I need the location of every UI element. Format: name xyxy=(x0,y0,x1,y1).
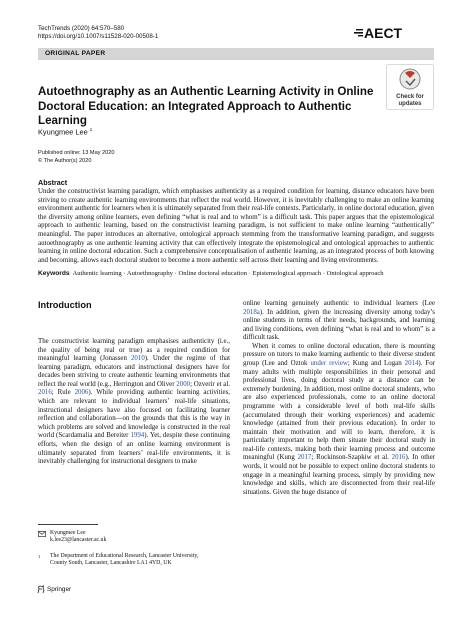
citation-link[interactable]: 2018a xyxy=(243,308,260,316)
svg-text:AECT: AECT xyxy=(364,25,403,41)
affiliation-line-2: County South, Lancaster, Lancashire LA1 4YD, UK xyxy=(50,560,172,566)
article-title: Autoethnography as an Authentic Learning Activity in Online Doctoral Education: an Integrated Approach to Authentic Learning xyxy=(38,85,374,127)
keywords-label: Keywords xyxy=(38,270,70,277)
published-date: Published online: 13 May 2020 xyxy=(38,150,115,156)
keywords xyxy=(38,270,438,278)
citation-link[interactable]: 2016 xyxy=(391,454,406,462)
springer-horse-icon xyxy=(37,585,45,594)
citation-link[interactable]: 2017 xyxy=(297,454,312,462)
doi-link[interactable]: https://doi.org/10.1007/s11528-020-00508-1 xyxy=(38,33,159,40)
copyright: © The Author(s) 2020 xyxy=(38,158,92,164)
citation-link[interactable]: under review xyxy=(310,360,348,368)
corresponding-author-email[interactable]: k.lee23@lancaster.ac.uk xyxy=(50,537,107,543)
abstract-heading: Abstract xyxy=(38,178,68,187)
paragraph: When it comes to online doctoral education, there is mounting pressure on tutors to make learning authentic to their diverse student group (Lee and Oztok under review; Kung and Logan 2014). For many adults with multiple responsibilities in their personal and professional lives, doing doctoral study at a distance can be extremely burdening. In addition, most online doctoral students, who are also experienced professionals, come to an online doctoral programme with a considerable level of both real-life skills (accumulated through their working experiences) and academic knowledge (attained from their previous education). In order to maintain their motivation and will to learn, therefore, it is particularly important to help them situate their doctoral study in real-life contexts, making both their learning process and outcome meaningful (Kung 2017; Rockinson-Szapkiw et al. 2016). In other words, it would not be possible to expect online doctoral students to engage in a meaningful learning process, simply by providing new knowledge and skills, which are disconnected from their real-life situations. Given the huge distance of xyxy=(243,342,436,496)
citation-link[interactable]: 1994 xyxy=(130,432,145,440)
aect-logo xyxy=(354,24,434,42)
citation-link[interactable]: 2014 xyxy=(404,360,419,368)
article-type-label: ORIGINAL PAPER xyxy=(45,50,106,57)
intro-right-column xyxy=(243,300,435,497)
citation-link[interactable]: 2010 xyxy=(130,355,145,363)
paragraph: The constructivist learning paradigm emphasises authenticity (i.e., the quality of being real or true) as a required condition for meaningful learning (Jonassen 2010). Under the regime of that learning paradigm, educators and instructional designers have for decades been striving to create authentic learning environments that reflect the real world (e.g., Herrington and Oliver 2000; Ozverir et al. 2016; Rule 2006). While providing authentic learning activities, which are relevant to individual learners’ real-life situations, instructional designers have also focused on facilitating learner reflection and collaboration—on the grounds that this is the way in which problems are solved and knowledge is constructed in the real world (Scardamalia and Bereiter 1994). Yet, despite these continuing efforts, when the design of an online learning environment is ultimately separated from learners’ real-life environments, it is inevitably challenging for instructional designers to make xyxy=(38,338,231,466)
section-heading-introduction: Introduction xyxy=(38,300,92,310)
keywords-list: Authentic learning · Autoethnography · Online doctoral education · Epistemological approach · Ontological approach xyxy=(72,270,384,277)
author-name[interactable]: Kyungmee Lee $^1$ xyxy=(38,127,93,137)
publisher-name: Springer xyxy=(47,586,72,593)
journal-citation: TechTrends (2020) 64:570–580 xyxy=(38,25,125,32)
svg-text:updates: updates xyxy=(398,101,422,107)
check-for-updates-badge[interactable] xyxy=(386,64,434,110)
citation-link[interactable]: 2000 xyxy=(176,380,191,388)
affiliation-line-1: The Department of Educational Research, Lancaster University, xyxy=(50,553,199,559)
corresponding-author-name: Kyungmee Lee xyxy=(50,530,86,536)
intro-left-column xyxy=(38,338,230,467)
citation-link[interactable]: 2016 xyxy=(38,389,52,397)
svg-text:Check for: Check for xyxy=(396,94,424,100)
citation-link[interactable]: 2006 xyxy=(74,389,89,397)
abstract-text: Under the constructivist learning paradigm, which emphasises authenticity as a required condition for learning, distance educators have been striving to create authentic learning environments that reflect the real world. However, it is inevitably challenging to make an online learning environment authentic for learners when it is ultimately separated from their real-life contexts. Particularly, in online doctoral education, given the diversity among online learners, even defining “what is real and to whom” is a difficult task. This paper argues that the epistemological approach to authentic learning, based on the constructivist learning paradigm, is not sufficient to make online learning “authentically” meaningful. The paper introduces an alternative, ontological approach stemming from the transformative learning paradigm, and suggests autoethnography as one authentic learning activity that can effectively integrate the epistemological and ontological approaches to authentic learning in online doctoral education. Such a comprehensive conceptualisation of authentic learning, as an integrated process of both knowing and becoming, allows each doctoral student to become a more authentic self across their learning and living environments. xyxy=(38,187,434,264)
paragraph: online learning genuinely authentic to individual learners (Lee 2018a). In addition, given the increasing diversity among today’s online students in terms of their needs, backgrounds, and learning and living conditions, even defining “what is real and to whom” is a difficult task. xyxy=(243,300,435,342)
footnote-divider xyxy=(38,524,98,525)
mail-icon xyxy=(38,531,46,537)
affiliation-marker: 1 xyxy=(38,554,41,559)
